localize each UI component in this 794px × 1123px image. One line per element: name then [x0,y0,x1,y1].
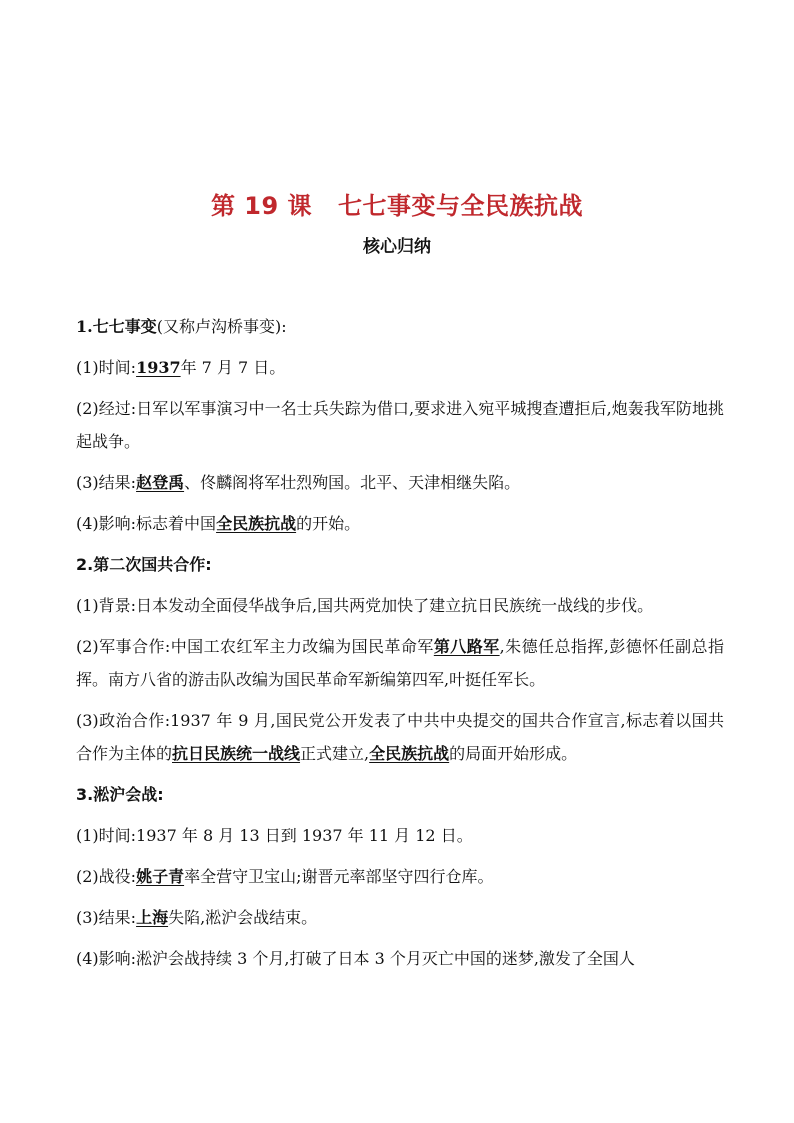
section-2-item-1: (1)背景:日本发动全面侵华战争后,国共两党加快了建立抗日民族统一战线的步伐。 [76,596,654,615]
section-3-heading: 3.淞沪会战: [76,785,164,804]
section-1-item-4: (4)影响:标志着中国全民族抗战的开始。 [76,514,361,533]
key-term: 姚子青 [136,867,185,886]
key-term: 第八路军 [433,637,500,656]
section-2-item-2: (2)军事合作:中国工农红军主力改编为国民革命军第八路军,朱德任总指挥,彭德怀任副总指挥。南方八省的游击队改编为国民革命军新编第四军,叶挺任军长。 [76,637,724,689]
key-term: 抗日民族统一战线 [172,744,301,763]
section-3-item-4: (4)影响:淞沪会战持续 3 个月,打破了日本 3 个月灭亡中国的迷梦,激发了全国人 [76,949,635,968]
section-2-item-3: (3)政治合作:1937 年 9 月,国民党公开发表了中共中央提交的国共合作宣言,标志着以国共合作为主体的抗日民族统一战线正式建立,全民族抗战的局面开始形成。 [76,711,724,763]
section-1-item-2: (2)经过:日军以军事演习中一名士兵失踪为借口,要求进入宛平城搜查遭拒后,炮轰我军防地挑起战争。 [76,399,724,451]
section-2-heading: 2.第二次国共合作: [76,555,212,574]
key-term: 全民族抗战 [369,744,450,763]
section-3-item-2: (2)战役:姚子青率全营守卫宝山;谢晋元率部坚守四行仓库。 [76,867,494,886]
section-1-item-1: (1)时间:1937年 7 月 7 日。 [76,358,286,377]
page-subtitle: 核心归纳 [363,237,431,257]
key-term: 赵登禹 [136,473,185,492]
key-term: 上海 [136,908,169,927]
section-1-item-3: (3)结果:赵登禹、佟麟阁将军壮烈殉国。北平、天津相继失陷。 [76,473,521,492]
section-1-heading: 1.七七事变(又称卢沟桥事变): [76,317,287,336]
section-3-item-1: (1)时间:1937 年 8 月 13 日到 1937 年 11 月 12 日。 [76,826,473,845]
key-term: 全民族抗战 [216,514,297,533]
page-title [0,186,794,221]
key-term: 1937 [136,358,181,377]
document-body [76,310,724,983]
lesson-name: 七七事变与全民族抗战 [338,192,584,220]
lesson-number: 第 19 课 [210,192,313,220]
section-3-item-3: (3)结果:上海失陷,淞沪会战结束。 [76,908,318,927]
